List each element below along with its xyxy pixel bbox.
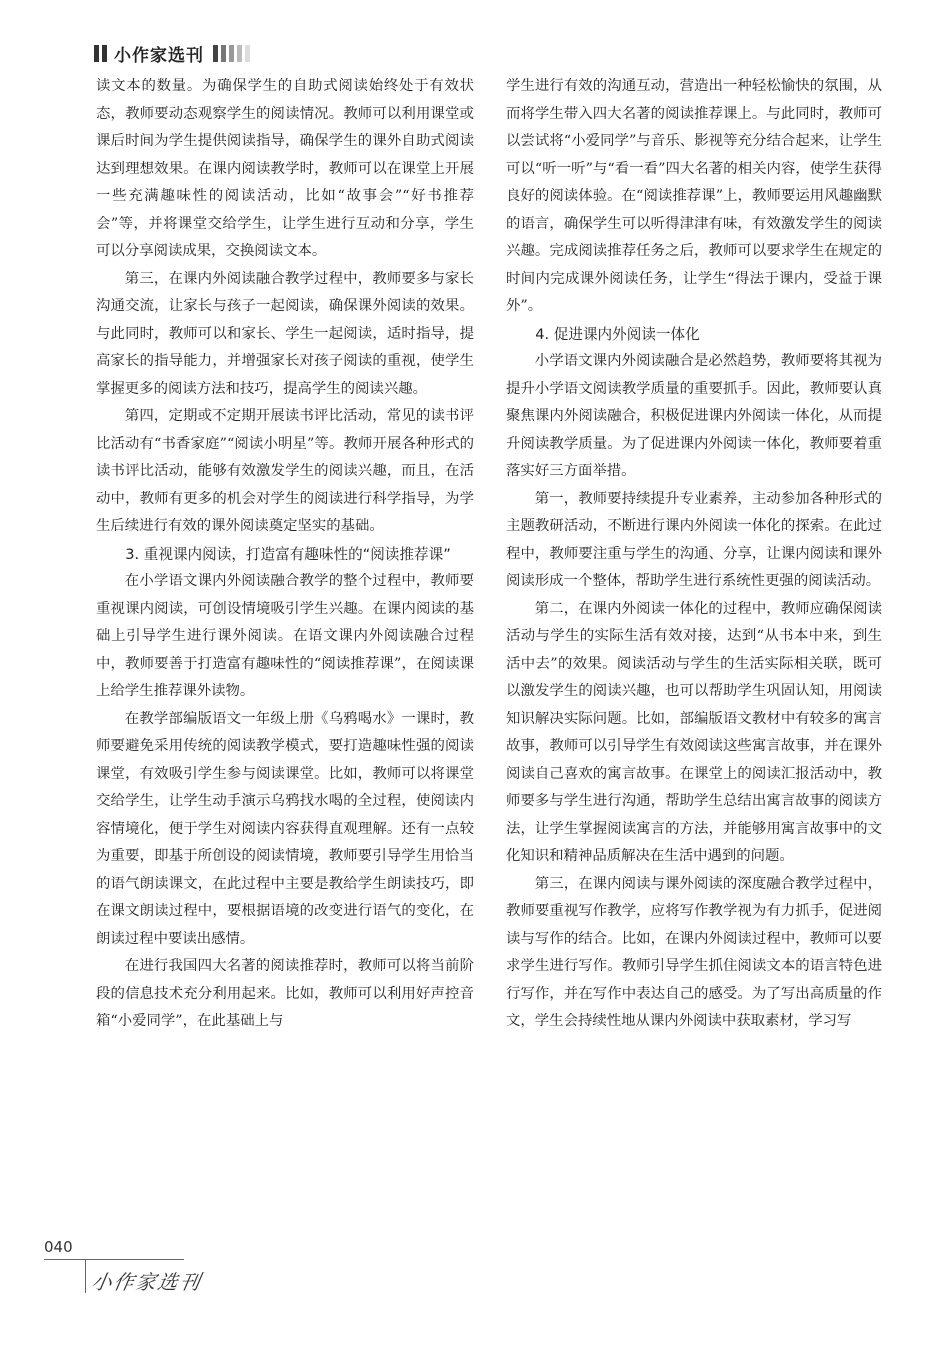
paragraph: 在教学部编版语文一年级上册《乌鸦喝水》一课时，教师要避免采用传统的阅读教学模式，要打造趣味性强的阅读课堂，有效吸引学生参与阅读课堂。比如，教师可以将课堂交给学生，让学生动手演示乌鸦找水喝的全过程，使阅读内容情境化，便于学生对阅读内容获得直观理解。还有一点较为重要，即基于所创设的阅读情境，教师要引导学生用恰当的语气朗读课文，在此过程中主要是教给学生朗读技巧，即在课文朗读过程中，要根据语境的改变进行语气的变化，在朗读过程中要读出感情。 [96,710,474,947]
journal-title: 小作家选刊 [114,45,204,66]
footer-logo: 小作家选刊 [89,1270,204,1294]
paragraph: 第二，在课内外阅读一体化的过程中，教师应确保阅读活动与学生的实际生活有效对接，达到“从书本中来，到生活中去”的效果。阅读活动与学生的生活实际相关联，既可以激发学生的阅读兴趣，也可以帮助学生巩固认知，用阅读知识解决实际问题。比如，部编版语文教材中有较多的寓言故事，教师可以引导学生有效阅读这些寓言故事，并在课外阅读自己喜欢的寓言故事。在课堂上的阅读汇报活动中，教师要多与学生进行沟通，帮助学生总结出寓言故事的阅读方法，让学生掌握阅读寓言的方法，并能够用寓言故事中的文化知识和精神品质解决在生活中遇到的问题。 [506,600,882,864]
paragraph: 在进行我国四大名著的阅读推荐时，教师可以将当前阶段的信息技术充分利用起来。比如，教师可以利用好声控音箱“小爱同学”，在此基础上与 [96,958,474,1029]
header-bar [94,45,99,62]
header-bar [221,45,226,62]
header-bar [102,45,107,62]
page-number: 040 [44,1238,73,1256]
right-column [506,73,882,1036]
paragraph: 读文本的数量。为确保学生的自助式阅读始终处于有效状态，教师要动态观察学生的阅读情况。教师可以利用课堂或课后时间为学生提供阅读指导，确保学生的课外自助式阅读达到理想效果。在课内阅读教学时，教师可以在课堂上开展一些充满趣味性的阅读活动，比如“故事会”“好书推荐会”等，并将课堂交给学生，让学生进行互动和分享，学生可以分享阅读成果，交换阅读文本。 [96,78,474,259]
header-bars-right [213,45,250,62]
footer-vertical-rule [85,1259,86,1293]
paragraph: 小学语文课内外阅读融合是必然趋势，教师要将其视为提升小学语文阅读教学质量的重要抓手。因此，教师要认真聚焦课内外阅读融合，积极促进课内外阅读一体化，从而提升阅读教学质量。为了促进课内外阅读一体化，教师要着重落实好三方面举措。 [506,353,882,479]
header-bars-left [94,45,107,62]
footer-rule [44,1259,184,1260]
paragraph: 学生进行有效的沟通互动，营造出一种轻松愉快的氛围，从而将学生带入四大名著的阅读推荐课上。与此同时，教师可以尝试将“小爱同学”与音乐、影视等充分结合起来，让学生可以“听一听”与“看一看”四大名著的相关内容，使学生获得良好的阅读体验。在“阅读推荐课”上，教师要运用风趣幽默的语言，确保学生可以听得津津有味，有效激发学生的阅读兴趣。完成阅读推荐任务之后，教师可以要求学生在规定的时间内完成课外阅读任务，让学生“得法于课内，受益于课外”。 [506,78,882,314]
paragraph: 第三，在课内外阅读融合教学过程中，教师要多与家长沟通交流，让家长与孩子一起阅读，确保课外阅读的效果。与此同时，教师可以和家长、学生一起阅读，适时指导，提高家长的指导能力，并增强家长对孩子阅读的重视，使学生掌握更多的阅读方法和技巧，提高学生的阅读兴趣。 [96,270,474,397]
paragraph: 第三，在课内阅读与课外阅读的深度融合教学过程中，教师要重视写作教学，应将写作教学视为有力抓手，促进阅读与写作的结合。比如，在课内外阅读过程中，教师可以要求学生进行写作。教师引导学生抓住阅读文本的语言特色进行写作，并在写作中表达自己的感受。为了写出高质量的作文，学生会持续性地从课内外阅读中获取素材，学习写 [506,875,882,1029]
section-heading: 3. 重视课内阅读，打造富有趣味性的“阅读推荐课” [125,545,451,563]
header-bar [245,45,250,62]
paragraph: 在小学语文课内外阅读融合教学的整个过程中，教师要重视课内阅读，可创设情境吸引学生兴趣。在课内阅读的基础上引导学生进行课外阅读。在语文课内外阅读融合过程中，教师要善于打造富有趣味性的“阅读推荐课”，在阅读课上给学生推荐课外读物。 [96,573,474,699]
header-bar [237,45,242,62]
left-column [96,73,474,1036]
header-bar [229,45,234,62]
header-bar [213,45,218,62]
paragraph: 第四，定期或不定期开展读书评比活动，常见的读书评比活动有“书香家庭”“阅读小明星”等。教师开展各种形式的读书评比活动，能够有效激发学生的阅读兴趣，而且，在活动中，教师有更多的机会对学生的阅读进行科学指导，为学生后续进行有效的课外阅读奠定坚实的基础。 [96,408,474,534]
section-heading: 4. 促进课内外阅读一体化 [535,325,700,343]
running-header [94,42,250,64]
paragraph: 第一，教师要持续提升专业素养，主动参加各种形式的主题教研活动，不断进行课内外阅读一体化的探索。在此过程中，教师要注重与学生的沟通、分享，让课内阅读和课外阅读形成一个整体，帮助学生进行系统性更强的阅读活动。 [506,490,882,589]
